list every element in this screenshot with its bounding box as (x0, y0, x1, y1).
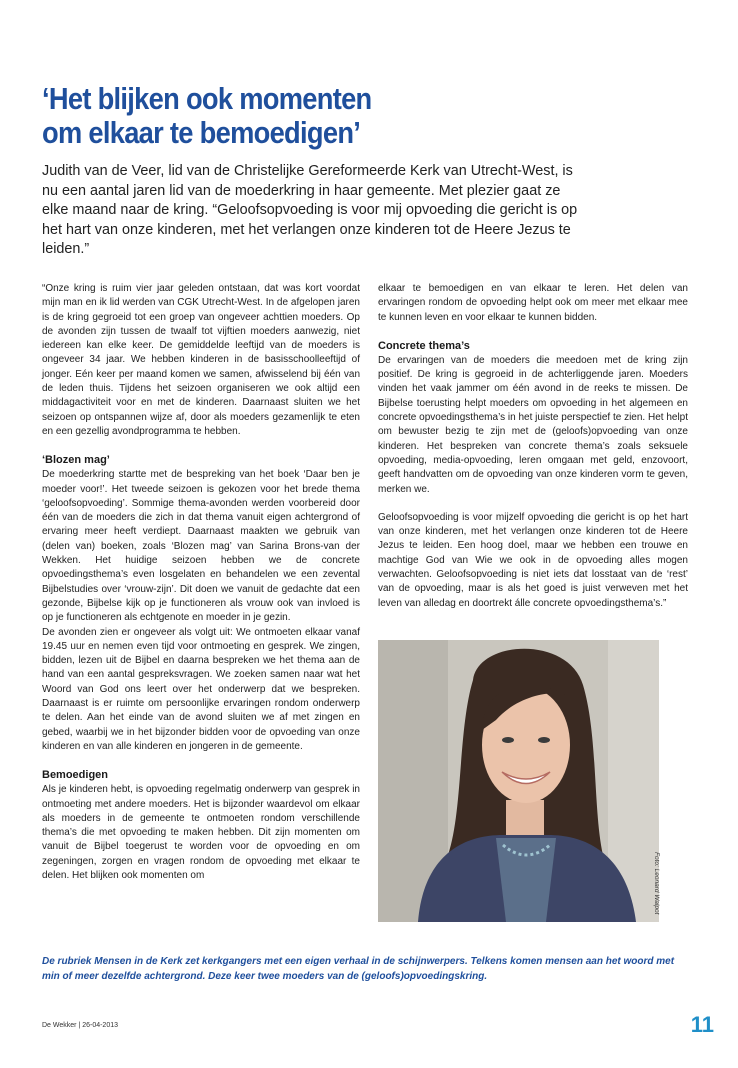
subheading-bemoedigen: Bemoedigen (42, 769, 109, 782)
left-paragraph-2: De moederkring startte met de bespreking van het boek ‘Daar ben je moeder voor!’. Het tweede seizoen is gekozen voor het brede thema ‘geloofsopvoeding’. Sommige thema-avonden werden voorbereid door één van de moeders die zich in dat thema vanuit eigen achtergrond of ervaring meer heeft verdiept. Daarnaast maakten we gebruik van (delen van) boeken, zoals ‘Blozen mag’ van Sarina Brons-van der Wekken. Het huidige seizoen hebben we de concrete opvoedingsthema’s even losgelaten en behandelen we een zevental Bijbelstudies over ‘vrouw-zijn’. Dit doen we vanuit de gedachte dat een gezonde, Bijbelse kijk op je functioneren als vrouw ook van invloed is op je functioneren als echtgenote en moeder in je gezin. (42, 469, 360, 624)
article-title (42, 82, 623, 150)
article-intro: Judith van de Veer, lid van de Christelijke Gereformeerde Kerk van Utrecht-West, is nu een aantal jaren lid van de moederkring in haar gemeente. Met plezier gaat ze elke maand naar de kring. “Geloofsopvoeding is voor mij opvoeding die gericht is op het hart van onze kinderen, met het verlangen onze kinderen tot de Heere Jezus te leiden.” (42, 163, 578, 258)
left-paragraph-1: “Onze kring is ruim vier jaar geleden ontstaan, dat was kort voordat mijn man en ik lid werden van CGK Utrecht-West. In de afgelopen jaren is de kring gegroeid tot een groep van ongeveer achttien moeders. Op de avonden zijn tussen de twaalf tot vijftien moeders aanwezig, niet iedereen kan elke keer. De gemiddelde leeftijd van de moeders is ongeveer 34 jaar. We hebben kinderen in de basisschoolleeftijd of jonger. Eén keer per maand komen we samen, afwisselend bij één van de leden thuis. Tijdens het seizoen organiseren we ook altijd een middagactiviteit voor en met de kinderen. Daarnaast sluiten we het seizoen op ontspannen wijze af, door als moeders gezamenlijk te eten en een gezellig avondprogramma te hebben. (42, 283, 360, 437)
rubric-caption: De rubriek Mensen in de Kerk zet kerkgangers met een eigen verhaal in de schijnwerpers. Telkens komen mensen aan het woord met min of meer dezelfde achtergrond. Deze keer twee moeders van de (geloofs)opvoedingskring. (42, 956, 675, 982)
right-column (378, 282, 688, 625)
right-paragraph-2: De ervaringen van de moeders die meedoen met de kring zijn positief. De kring is gegroeid in de achterliggende jaren. Moeders vinden het vaak jammer om één avond in de reeks te missen. De Bijbelse toerusting helpt moeders om opvoeding in het algemeen en concrete opvoedingsthema’s in het juiste perspectief te zien. Het helpt om bewuster bezig te zijn met de (geloofs)opvoeding van onze kinderen. Het bespreken van concrete thema’s zoals seksuele opvoeding, media-opvoeding, leren omgaan met geld, enzovoort, geeft handvatten om de opvoeding van onze kinderen vorm te geven, merken we. (378, 354, 688, 495)
portrait-photo (378, 640, 659, 922)
left-paragraph-4: Als je kinderen hebt, is opvoeding regelmatig onderwerp van gesprek in ontmoeting met andere moeders. Het is bijzonder waardevol om elkaar als moeders in de gemeente te ontmoeten rondom verschillende thema’s die met opvoeding te maken hebben. Dit zijn momenten om vanuit de Bijbel toegerust te worden voor de opvoeding en om zegeningen, zorgen en vragen rondom de opvoeding met elkaar te delen. Het blijken ook momenten om (42, 784, 360, 881)
portrait-illustration (378, 640, 659, 922)
subheading-blozen-mag: ‘Blozen mag’ (42, 454, 110, 467)
title-line-2: om elkaar te bemoedigen’ (42, 115, 361, 150)
right-paragraph-3: Geloofsopvoeding is voor mijzelf opvoeding die gericht is op het hart van onze kinderen, met het verlangen onze kinderen tot de Heere Jezus te leiden. Een hoog doel, maar we hebben een trouwe en machtige God van Wie we ook in de opvoeding alles mogen verwachten. Geloofsopvoeding is niet iets dat losstaat van de ‘rest’ van de opvoeding, maar is als het goed is juist verweven met het leven van alledag en doortrekt álle concrete opvoedingsthema’s.” (378, 511, 688, 609)
left-paragraph-3: De avonden zien er ongeveer als volgt uit: We ontmoeten elkaar vanaf 19.45 uur en nemen even tijd voor ontmoeting en gesprek. We zingen, bidden, lezen uit de Bijbel en daarna bespreken we het thema aan de hand van een aantal gespreksvragen. We zoeken samen naar wat het Woord van God ons leert over het onderwerp dat we bespreken. Daarnaast is er ruimte om persoonlijke ervaringen rondom onderwerp te delen. Aan het einde van de avond sluiten we af met zingen en gebed, waarbij we in het bijzonder bidden voor de opvoeding van onze kinderen en van alle kinderen en jongeren in de gemeente. (42, 626, 360, 752)
right-paragraph-1: elkaar te bemoedigen en van elkaar te leren. Het delen van ervaringen rondom de opvoeding helpt ook om meer met elkaar mee te kunnen leven en voor elkaar te kunnen bidden. (378, 283, 688, 323)
page-number: 11 (690, 1012, 714, 1037)
photo-credit: Foto: Leonard Walpot (653, 852, 660, 915)
subheading-concrete-themas: Concrete thema’s (378, 339, 470, 352)
publication-footer: De Wekker | 26-04-2013 (42, 1022, 119, 1029)
left-column (42, 282, 360, 897)
title-line-1: ‘Het blijken ook momenten (42, 81, 372, 116)
